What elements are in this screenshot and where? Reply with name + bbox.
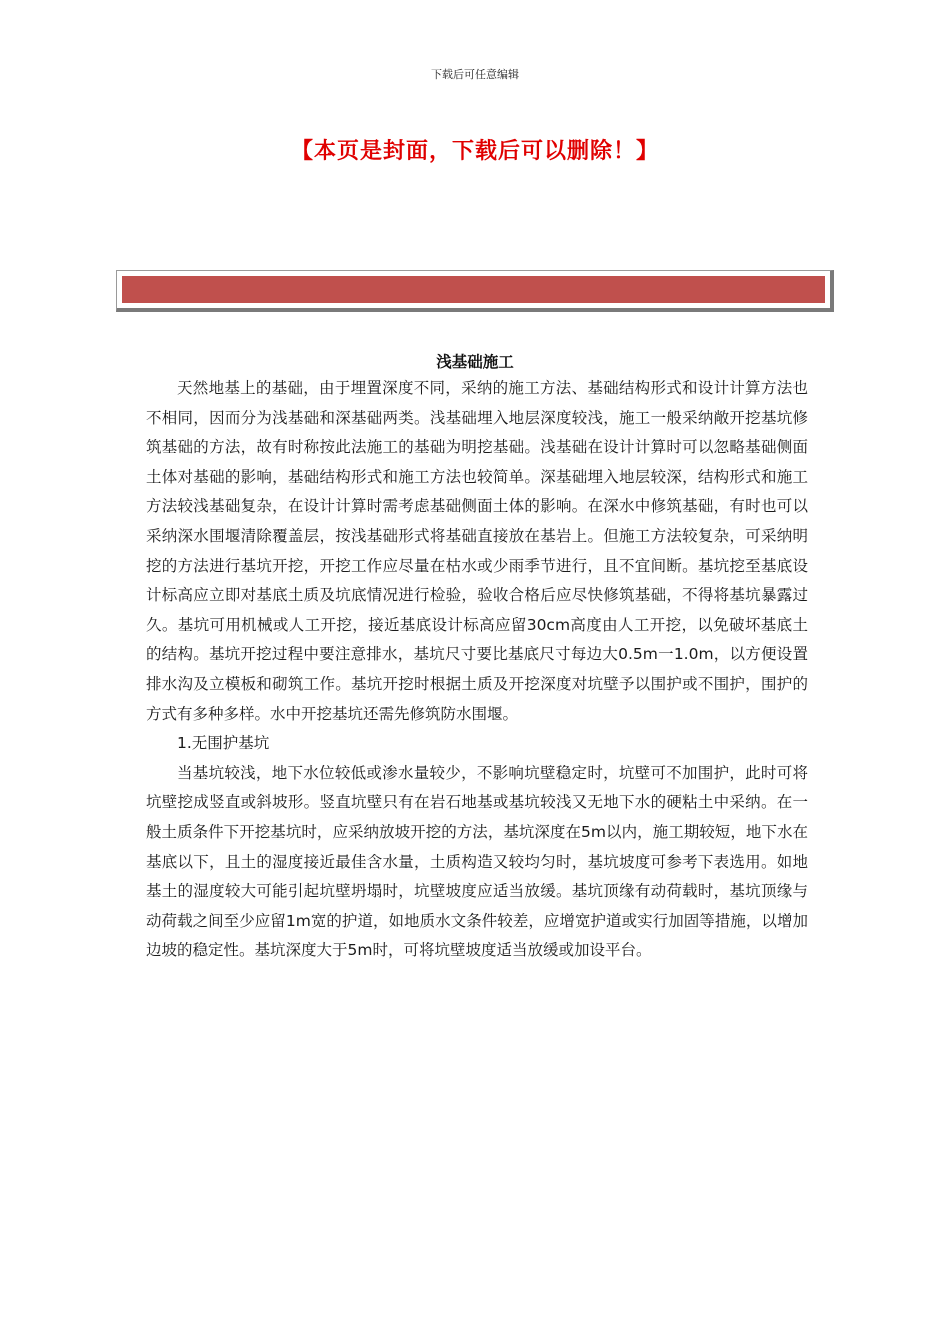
- document-title: 浅基础施工: [436, 353, 514, 371]
- document-body: [146, 374, 808, 966]
- cover-notice: 【本页是封面，下载后可以删除！】: [290, 139, 659, 164]
- decorative-banner: [116, 270, 834, 312]
- banner-bar: [122, 276, 825, 303]
- section-heading: 1.无围护基坑: [177, 734, 270, 753]
- header-note: 下载后可任意编辑: [431, 68, 519, 81]
- paragraph-intro: 天然地基上的基础，由于埋置深度不同，采纳的施工方法、基础结构形式和设计计算方法也不相同，因而分为浅基础和深基础两类。浅基础埋入地层深度较浅，施工一般采纳敞开挖基坑修筑基础的方法，故有时称按此法施工的基础为明挖基础。浅基础在设计计算时可以忽略基础侧面土体对基础的影响，基础结构形式和施工方法也较简单。深基础埋入地层较深，结构形式和施工方法较浅基础复杂，在设计计算时需考虑基础侧面土体的影响。在深水中修筑基础，有时也可以采纳深水围堰清除覆盖层，按浅基础形式将基础直接放在基岩上。但施工方法较复杂，可采纳明挖的方法进行基坑开挖，开挖工作应尽量在枯水或少雨季节进行，且不宜间断。基坑挖至基底设计标高应立即对基底土质及坑底情况进行检验，验收合格后应尽快修筑基础，不得将基坑暴露过久。基坑可用机械或人工开挖，接近基底设计标高应留30cm高度由人工开挖，以免破坏基底土的结构。基坑开挖过程中要注意排水，基坑尺寸要比基底尺寸每边大0.5m一1.0m，以方便设置排水沟及立模板和砌筑工作。基坑开挖时根据土质及开挖深度对坑壁予以围护或不围护，围护的方式有多种多样。水中开挖基坑还需先修筑防水围堰。: [146, 379, 808, 723]
- paragraph-unsupported-pit: 当基坑较浅，地下水位较低或渗水量较少，不影响坑壁稳定时，坑壁可不加围护，此时可将坑壁挖成竖直或斜坡形。竖直坑壁只有在岩石地基或基坑较浅又无地下水的硬粘土中采纳。在一般土质条件下开挖基坑时，应采纳放坡开挖的方法，基坑深度在5m以内，施工期较短，地下水在基底以下，且土的湿度接近最佳含水量，土质构造又较均匀时，基坑坡度可参考下表选用。如地基土的湿度较大可能引起坑壁坍塌时，坑壁坡度应适当放缓。基坑顶缘有动荷载时，基坑顶缘与动荷载之间至少应留1m宽的护道，如地质水文条件较差，应增宽护道或实行加固等措施，以增加边坡的稳定性。基坑深度大于5m时，可将坑壁坡度适当放缓或加设平台。: [146, 763, 808, 960]
